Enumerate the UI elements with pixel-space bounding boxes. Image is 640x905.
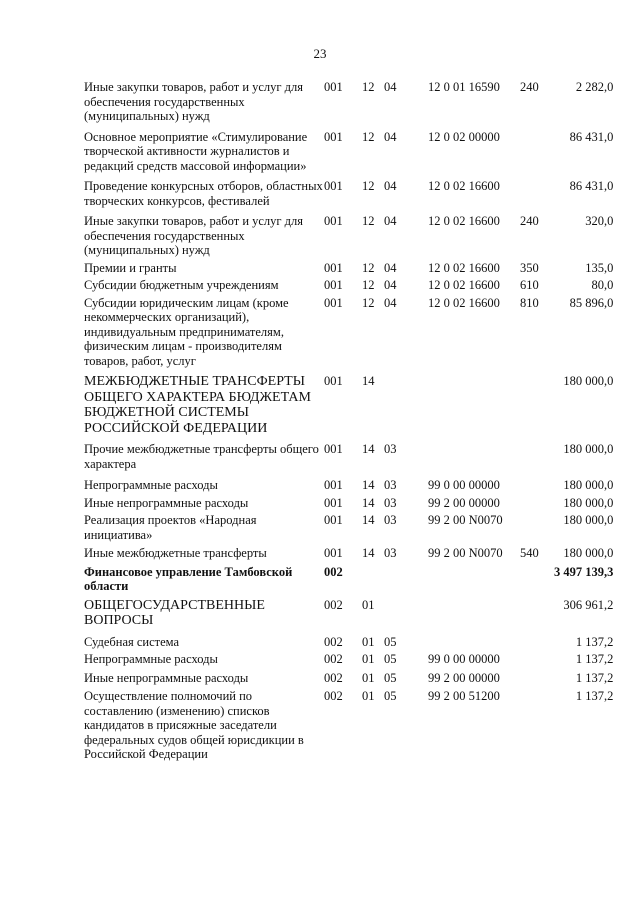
row-ved: 001: [324, 214, 343, 228]
row-ved: 001: [324, 546, 343, 560]
row-name: Премии и гранты: [84, 260, 177, 275]
row-vr: [520, 471, 554, 493]
row-csr: [428, 594, 520, 629]
row-csr: 99 2 00 N0070: [428, 513, 503, 527]
row-vr: [520, 561, 554, 594]
row-pr: 04: [384, 179, 397, 193]
row-pr: 04: [384, 260, 397, 275]
row-csr: [428, 629, 520, 650]
row-rz: 12: [362, 214, 375, 228]
row-pr: 05: [384, 689, 397, 703]
row-ved: 001: [324, 80, 343, 94]
row-vr: [520, 124, 554, 174]
row-sum: 1 137,2: [575, 634, 614, 649]
row-rz: 14: [362, 374, 375, 388]
row-vr: [520, 368, 554, 436]
row-name: Иные закупки товаров, работ и услуг для обеспечения государственных (муниципальных) нужд: [84, 214, 304, 257]
row-rz: 12: [362, 179, 375, 193]
row-ved: 001: [324, 278, 343, 292]
row-rz: 01: [362, 689, 375, 703]
table-row: [84, 124, 613, 174]
row-ved: 002: [324, 652, 343, 666]
table-row: [84, 510, 613, 542]
table-row: [84, 275, 613, 293]
row-name: МЕЖБЮДЖЕТНЫЕ ТРАНСФЕРТЫ ОБЩЕГО ХАРАКТЕРА БЮДЖЕТАМ БЮДЖЕТНОЙ СИСТЕМЫ РОССИЙСКОЙ ФЕДЕРАЦИИ: [84, 374, 311, 436]
row-vr: 810: [520, 295, 539, 310]
row-sum: 1 137,2: [575, 652, 614, 666]
row-sum: 2 282,0: [575, 80, 614, 94]
row-name: Непрограммные расходы: [84, 652, 218, 666]
row-rz: [362, 561, 384, 594]
page-number: 23: [313, 46, 327, 61]
table-row: [84, 208, 613, 258]
row-ved: 001: [324, 179, 343, 193]
row-name: Основное мероприятие «Стимулирование творческой активности журналистов и редакций средств массовой информации»: [84, 129, 308, 173]
row-name: Непрограммные расходы: [84, 478, 218, 492]
row-rz: 12: [362, 80, 375, 94]
row-ved: 001: [324, 478, 343, 492]
table-row: [84, 542, 613, 561]
row-pr: 03: [384, 442, 397, 456]
table-row: [84, 685, 613, 762]
row-pr: 05: [384, 652, 397, 666]
row-rz: 14: [362, 495, 375, 510]
row-ved: 002: [324, 597, 343, 612]
table-row: [84, 173, 613, 208]
table-row: [84, 493, 613, 511]
row-ved: 002: [324, 670, 343, 685]
table-row: [84, 80, 613, 124]
row-pr: 04: [384, 295, 397, 310]
row-vr: [520, 173, 554, 208]
row-rz: 01: [362, 670, 375, 685]
row-sum: 180 000,0: [563, 513, 614, 527]
row-vr: [520, 493, 554, 511]
row-sum: 306 961,2: [563, 597, 614, 612]
row-csr: 99 2 00 51200: [428, 689, 500, 703]
row-sum: 180 000,0: [563, 478, 614, 492]
row-csr: 12 0 02 16600: [428, 295, 500, 310]
row-name: Субсидии бюджетным учреждениям: [84, 278, 279, 292]
row-name: Реализация проектов «Народная инициатива»: [84, 513, 257, 542]
row-sum: 80,0: [591, 278, 614, 292]
row-pr: 05: [384, 634, 397, 649]
row-vr: [520, 594, 554, 629]
row-name: Проведение конкурсных отборов, областных творческих конкурсов, фестивалей: [84, 179, 323, 208]
row-sum: 320,0: [585, 214, 614, 228]
row-pr: [384, 561, 428, 594]
row-vr: 540: [520, 546, 539, 560]
row-ved: 002: [324, 634, 343, 649]
row-vr: [520, 685, 554, 762]
budget-table: [84, 80, 613, 762]
row-sum: 135,0: [585, 260, 614, 275]
row-ved: 002: [324, 689, 343, 703]
row-rz: 01: [362, 652, 375, 666]
row-csr: 12 0 02 16600: [428, 278, 500, 292]
row-csr: [428, 368, 520, 436]
row-csr: 12 0 02 16600: [428, 260, 500, 275]
table-row: [84, 594, 613, 629]
row-ved: 001: [324, 374, 343, 388]
row-sum: 180 000,0: [563, 495, 614, 510]
table-row: [84, 561, 613, 594]
row-csr: 99 2 00 N0070: [428, 546, 503, 560]
row-csr: 99 2 00 00000: [428, 495, 500, 510]
row-csr: [428, 561, 520, 594]
row-sum: 85 896,0: [569, 295, 614, 310]
row-pr: 03: [384, 546, 397, 560]
row-rz: 14: [362, 478, 375, 492]
row-pr: [384, 368, 428, 436]
row-rz: 01: [362, 634, 375, 649]
table-row: [84, 436, 613, 471]
row-pr: 04: [384, 214, 397, 228]
row-csr: 12 0 02 16600: [428, 214, 500, 228]
row-name: Иные непрограммные расходы: [84, 670, 249, 685]
table-row: [84, 649, 613, 667]
row-name: Иные закупки товаров, работ и услуг для обеспечения государственных (муниципальных) нужд: [84, 80, 304, 123]
table-row: [84, 629, 613, 650]
row-pr: 05: [384, 670, 397, 685]
row-vr: 350: [520, 260, 539, 275]
row-rz: 14: [362, 442, 375, 456]
row-name: Финансовое управление Тамбовской области: [84, 564, 293, 593]
budget-table-body: [84, 80, 613, 762]
row-rz: 14: [362, 513, 375, 527]
row-csr: 99 0 00 00000: [428, 478, 500, 492]
row-vr: 610: [520, 278, 539, 292]
table-row: [84, 293, 613, 369]
row-name: Иные непрограммные расходы: [84, 495, 249, 510]
row-pr: 03: [384, 495, 397, 510]
row-ved: 002: [324, 564, 343, 579]
row-ved: 001: [324, 513, 343, 527]
row-rz: 01: [362, 597, 375, 612]
row-name: Субсидии юридическим лицам (кроме некоммерческих организаций), индивидуальным предпринимателям, физическим лицам - производителям товаров, работ, услуг: [84, 295, 289, 368]
row-vr: [520, 667, 554, 686]
row-csr: 99 2 00 00000: [428, 670, 500, 685]
row-ved: 001: [324, 442, 343, 456]
row-sum: 180 000,0: [563, 374, 614, 388]
row-csr: 12 0 01 16590: [428, 80, 500, 94]
row-name: Судебная система: [84, 634, 180, 649]
row-pr: 04: [384, 80, 397, 94]
row-pr: 04: [384, 278, 397, 292]
row-name: ОБЩЕГОСУДАРСТВЕННЫЕ ВОПРОСЫ: [84, 597, 265, 628]
row-rz: 12: [362, 260, 375, 275]
row-sum: 86 431,0: [569, 179, 614, 193]
row-vr: 240: [520, 214, 539, 228]
row-sum: 180 000,0: [563, 442, 614, 456]
table-row: [84, 368, 613, 436]
row-csr: 12 0 02 00000: [428, 129, 500, 144]
row-csr: [428, 436, 520, 471]
row-ved: 001: [324, 129, 343, 144]
row-vr: [520, 649, 554, 667]
row-csr: 99 0 00 00000: [428, 652, 500, 666]
row-csr: 12 0 02 16600: [428, 179, 500, 193]
row-rz: 12: [362, 129, 375, 144]
row-rz: 12: [362, 295, 375, 310]
row-vr: [520, 436, 554, 471]
row-pr: 04: [384, 129, 397, 144]
row-ved: 001: [324, 295, 343, 310]
row-sum: 3 497 139,3: [554, 564, 614, 579]
row-name: Прочие межбюджетные трансферты общего характера: [84, 442, 319, 471]
row-vr: [520, 629, 554, 650]
table-row: [84, 471, 613, 493]
row-sum: 180 000,0: [563, 546, 614, 560]
row-pr: 03: [384, 478, 397, 492]
row-ved: 001: [324, 495, 343, 510]
row-pr: [384, 594, 428, 629]
row-vr: [520, 510, 554, 542]
row-rz: 14: [362, 546, 375, 560]
row-sum: 1 137,2: [575, 670, 614, 685]
row-name: Осуществление полномочий по составлению (изменению) списков кандидатов в присяжные заседатели федеральных судов общей юрисдикции в Российской Федерации: [84, 689, 304, 761]
table-row: [84, 258, 613, 276]
row-sum: 1 137,2: [575, 689, 614, 703]
row-name: Иные межбюджетные трансферты: [84, 546, 267, 560]
row-rz: 12: [362, 278, 375, 292]
row-ved: 001: [324, 260, 343, 275]
row-vr: 240: [520, 80, 539, 94]
table-row: [84, 667, 613, 686]
row-sum: 86 431,0: [569, 129, 614, 144]
row-pr: 03: [384, 513, 397, 527]
